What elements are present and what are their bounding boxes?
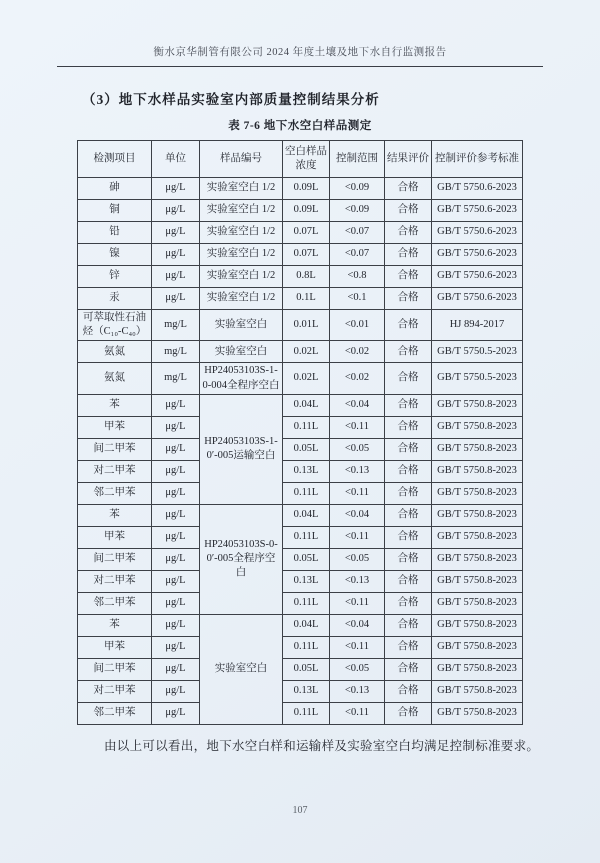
cell-concentration: 0.02L [283,341,330,363]
cell-control-range: <0.04 [330,394,385,416]
table-row [78,680,523,702]
table-row [78,416,523,438]
cell-item: 铜 [78,200,152,222]
cell-sample: 实验室空白 1/2 [200,266,283,288]
cell-item: 汞 [78,288,152,310]
cell-concentration: 0.11L [283,482,330,504]
table-row [78,310,523,341]
cell-sample: 实验室空白 1/2 [200,222,283,244]
cell-concentration: 0.04L [283,394,330,416]
table-row [78,570,523,592]
cell-item: 邻二甲苯 [78,702,152,724]
cell-result: 合格 [385,310,432,341]
cell-concentration: 0.8L [283,266,330,288]
table-row [78,658,523,680]
column-header: 样品编号 [200,141,283,178]
table-row [78,266,523,288]
cell-unit: mg/L [152,341,200,363]
cell-item: 对二甲苯 [78,570,152,592]
cell-result: 合格 [385,200,432,222]
table-row [78,702,523,724]
cell-control-range: <0.05 [330,548,385,570]
column-header: 结果评价 [385,141,432,178]
cell-result: 合格 [385,266,432,288]
table-row [78,526,523,548]
table-row [78,460,523,482]
cell-result: 合格 [385,614,432,636]
cell-concentration: 0.04L [283,614,330,636]
cell-unit: μg/L [152,178,200,200]
table-row [78,504,523,526]
cell-control-range: <0.09 [330,200,385,222]
table-row [78,244,523,266]
cell-result: 合格 [385,416,432,438]
cell-control-range: <0.07 [330,244,385,266]
cell-standard: GB/T 5750.8-2023 [432,680,523,702]
cell-result: 合格 [385,341,432,363]
table-row [78,178,523,200]
cell-concentration: 0.09L [283,200,330,222]
cell-concentration: 0.05L [283,438,330,460]
cell-sample: 实验室空白 1/2 [200,288,283,310]
cell-item: 砷 [78,178,152,200]
cell-concentration: 0.07L [283,222,330,244]
cell-item: 苯 [78,614,152,636]
cell-standard: GB/T 5750.8-2023 [432,526,523,548]
table-row [78,222,523,244]
cell-concentration: 0.11L [283,526,330,548]
cell-control-range: <0.02 [330,363,385,394]
cell-unit: μg/L [152,570,200,592]
cell-unit: μg/L [152,658,200,680]
cell-unit: μg/L [152,680,200,702]
cell-control-range: <0.13 [330,460,385,482]
cell-item: 可萃取性石油烃（C₁₀-C₄₀） [78,310,152,341]
cell-result: 合格 [385,570,432,592]
table-row [78,363,523,394]
column-header: 控制评价参考标准 [432,141,523,178]
cell-control-range: <0.11 [330,702,385,724]
cell-result: 合格 [385,504,432,526]
cell-item: 氨氮 [78,341,152,363]
cell-sample: 实验室空白 [200,614,283,724]
table-row [78,288,523,310]
cell-standard: GB/T 5750.8-2023 [432,460,523,482]
cell-item: 苯 [78,394,152,416]
cell-concentration: 0.11L [283,592,330,614]
cell-control-range: <0.04 [330,504,385,526]
cell-control-range: <0.09 [330,178,385,200]
cell-concentration: 0.11L [283,636,330,658]
cell-concentration: 0.13L [283,570,330,592]
cell-concentration: 0.13L [283,680,330,702]
cell-control-range: <0.11 [330,482,385,504]
conclusion-text: 由以上可以看出，地下水空白样和运输样及实验室空白均满足控制标准要求。 [104,738,540,753]
cell-result: 合格 [385,702,432,724]
cell-item: 镍 [78,244,152,266]
column-header: 单位 [152,141,200,178]
cell-standard: GB/T 5750.6-2023 [432,178,523,200]
cell-standard: GB/T 5750.8-2023 [432,592,523,614]
cell-standard: GB/T 5750.8-2023 [432,570,523,592]
cell-control-range: <0.11 [330,526,385,548]
cell-item: 对二甲苯 [78,680,152,702]
cell-sample: HP24053103S-0-0′-005全程序空白 [200,504,283,614]
table-row [78,482,523,504]
table-row [78,636,523,658]
cell-standard: GB/T 5750.8-2023 [432,658,523,680]
cell-result: 合格 [385,460,432,482]
cell-item: 铅 [78,222,152,244]
cell-standard: GB/T 5750.8-2023 [432,416,523,438]
cell-unit: μg/L [152,592,200,614]
cell-result: 合格 [385,636,432,658]
cell-item: 间二甲苯 [78,548,152,570]
cell-unit: μg/L [152,614,200,636]
cell-control-range: <0.11 [330,592,385,614]
cell-standard: GB/T 5750.6-2023 [432,288,523,310]
cell-unit: μg/L [152,416,200,438]
cell-result: 合格 [385,438,432,460]
cell-unit: μg/L [152,482,200,504]
cell-result: 合格 [385,394,432,416]
table-body [78,178,523,725]
cell-unit: μg/L [152,394,200,416]
section-heading: （3）地下水样品实验室内部质量控制结果分析 [82,92,380,107]
cell-standard: GB/T 5750.8-2023 [432,482,523,504]
cell-control-range: <0.8 [330,266,385,288]
cell-control-range: <0.11 [330,416,385,438]
cell-control-range: <0.11 [330,636,385,658]
cell-result: 合格 [385,680,432,702]
table-row [78,200,523,222]
cell-result: 合格 [385,222,432,244]
cell-sample: HP24053103S-1-0-004全程序空白 [200,363,283,394]
cell-control-range: <0.1 [330,288,385,310]
cell-item: 对二甲苯 [78,460,152,482]
table-row [78,438,523,460]
blank-sample-table [77,140,523,725]
cell-concentration: 0.05L [283,658,330,680]
column-header: 检测项目 [78,141,152,178]
cell-result: 合格 [385,526,432,548]
cell-standard: GB/T 5750.8-2023 [432,702,523,724]
cell-result: 合格 [385,482,432,504]
cell-item: 甲苯 [78,416,152,438]
cell-unit: μg/L [152,288,200,310]
cell-standard: GB/T 5750.5-2023 [432,341,523,363]
cell-result: 合格 [385,658,432,680]
cell-control-range: <0.05 [330,658,385,680]
page-number: 107 [292,805,308,816]
cell-sample: 实验室空白 1/2 [200,178,283,200]
header-row [78,141,523,178]
cell-unit: mg/L [152,363,200,394]
cell-result: 合格 [385,592,432,614]
cell-sample: 实验室空白 [200,341,283,363]
cell-item: 苯 [78,504,152,526]
cell-concentration: 0.11L [283,416,330,438]
cell-item: 邻二甲苯 [78,592,152,614]
table-row [78,548,523,570]
cell-item: 邻二甲苯 [78,482,152,504]
cell-item: 氨氮 [78,363,152,394]
cell-unit: μg/L [152,504,200,526]
cell-result: 合格 [385,363,432,394]
cell-standard: GB/T 5750.8-2023 [432,636,523,658]
cell-unit: μg/L [152,526,200,548]
cell-standard: HJ 894-2017 [432,310,523,341]
cell-item: 甲苯 [78,636,152,658]
header-divider [57,66,543,67]
cell-control-range: <0.13 [330,570,385,592]
cell-unit: μg/L [152,244,200,266]
cell-unit: μg/L [152,222,200,244]
table-title: 表 7-6 地下水空白样品测定 [228,120,372,132]
cell-standard: GB/T 5750.6-2023 [432,222,523,244]
cell-concentration: 0.02L [283,363,330,394]
cell-sample: 实验室空白 1/2 [200,200,283,222]
cell-control-range: <0.04 [330,614,385,636]
cell-unit: μg/L [152,548,200,570]
cell-control-range: <0.01 [330,310,385,341]
cell-control-range: <0.13 [330,680,385,702]
cell-sample: 实验室空白 [200,310,283,341]
table-head [78,141,523,178]
cell-standard: GB/T 5750.8-2023 [432,548,523,570]
table-row [78,394,523,416]
cell-sample: HP24053103S-1-0′-005运输空白 [200,394,283,504]
cell-item: 锌 [78,266,152,288]
column-header: 控制范围 [330,141,385,178]
cell-standard: GB/T 5750.6-2023 [432,266,523,288]
cell-item: 甲苯 [78,526,152,548]
cell-unit: μg/L [152,460,200,482]
cell-standard: GB/T 5750.6-2023 [432,200,523,222]
cell-concentration: 0.04L [283,504,330,526]
cell-standard: GB/T 5750.5-2023 [432,363,523,394]
cell-unit: μg/L [152,438,200,460]
cell-unit: μg/L [152,636,200,658]
cell-standard: GB/T 5750.8-2023 [432,438,523,460]
cell-unit: μg/L [152,702,200,724]
cell-control-range: <0.05 [330,438,385,460]
table-row [78,341,523,363]
document-header-title: 衡水京华制管有限公司 2024 年度土壤及地下水自行监测报告 [153,47,447,58]
cell-result: 合格 [385,548,432,570]
cell-standard: GB/T 5750.8-2023 [432,614,523,636]
cell-item: 间二甲苯 [78,658,152,680]
cell-unit: μg/L [152,200,200,222]
cell-concentration: 0.13L [283,460,330,482]
cell-result: 合格 [385,244,432,266]
cell-sample: 实验室空白 1/2 [200,244,283,266]
cell-concentration: 0.05L [283,548,330,570]
column-header: 空白样品浓度 [283,141,330,178]
table-row [78,592,523,614]
cell-concentration: 0.1L [283,288,330,310]
cell-result: 合格 [385,178,432,200]
cell-control-range: <0.07 [330,222,385,244]
cell-control-range: <0.02 [330,341,385,363]
cell-concentration: 0.11L [283,702,330,724]
cell-item: 间二甲苯 [78,438,152,460]
cell-standard: GB/T 5750.6-2023 [432,244,523,266]
cell-result: 合格 [385,288,432,310]
cell-concentration: 0.07L [283,244,330,266]
cell-standard: GB/T 5750.8-2023 [432,504,523,526]
cell-concentration: 0.09L [283,178,330,200]
table-row [78,614,523,636]
cell-concentration: 0.01L [283,310,330,341]
cell-standard: GB/T 5750.8-2023 [432,394,523,416]
cell-unit: mg/L [152,310,200,341]
cell-unit: μg/L [152,266,200,288]
